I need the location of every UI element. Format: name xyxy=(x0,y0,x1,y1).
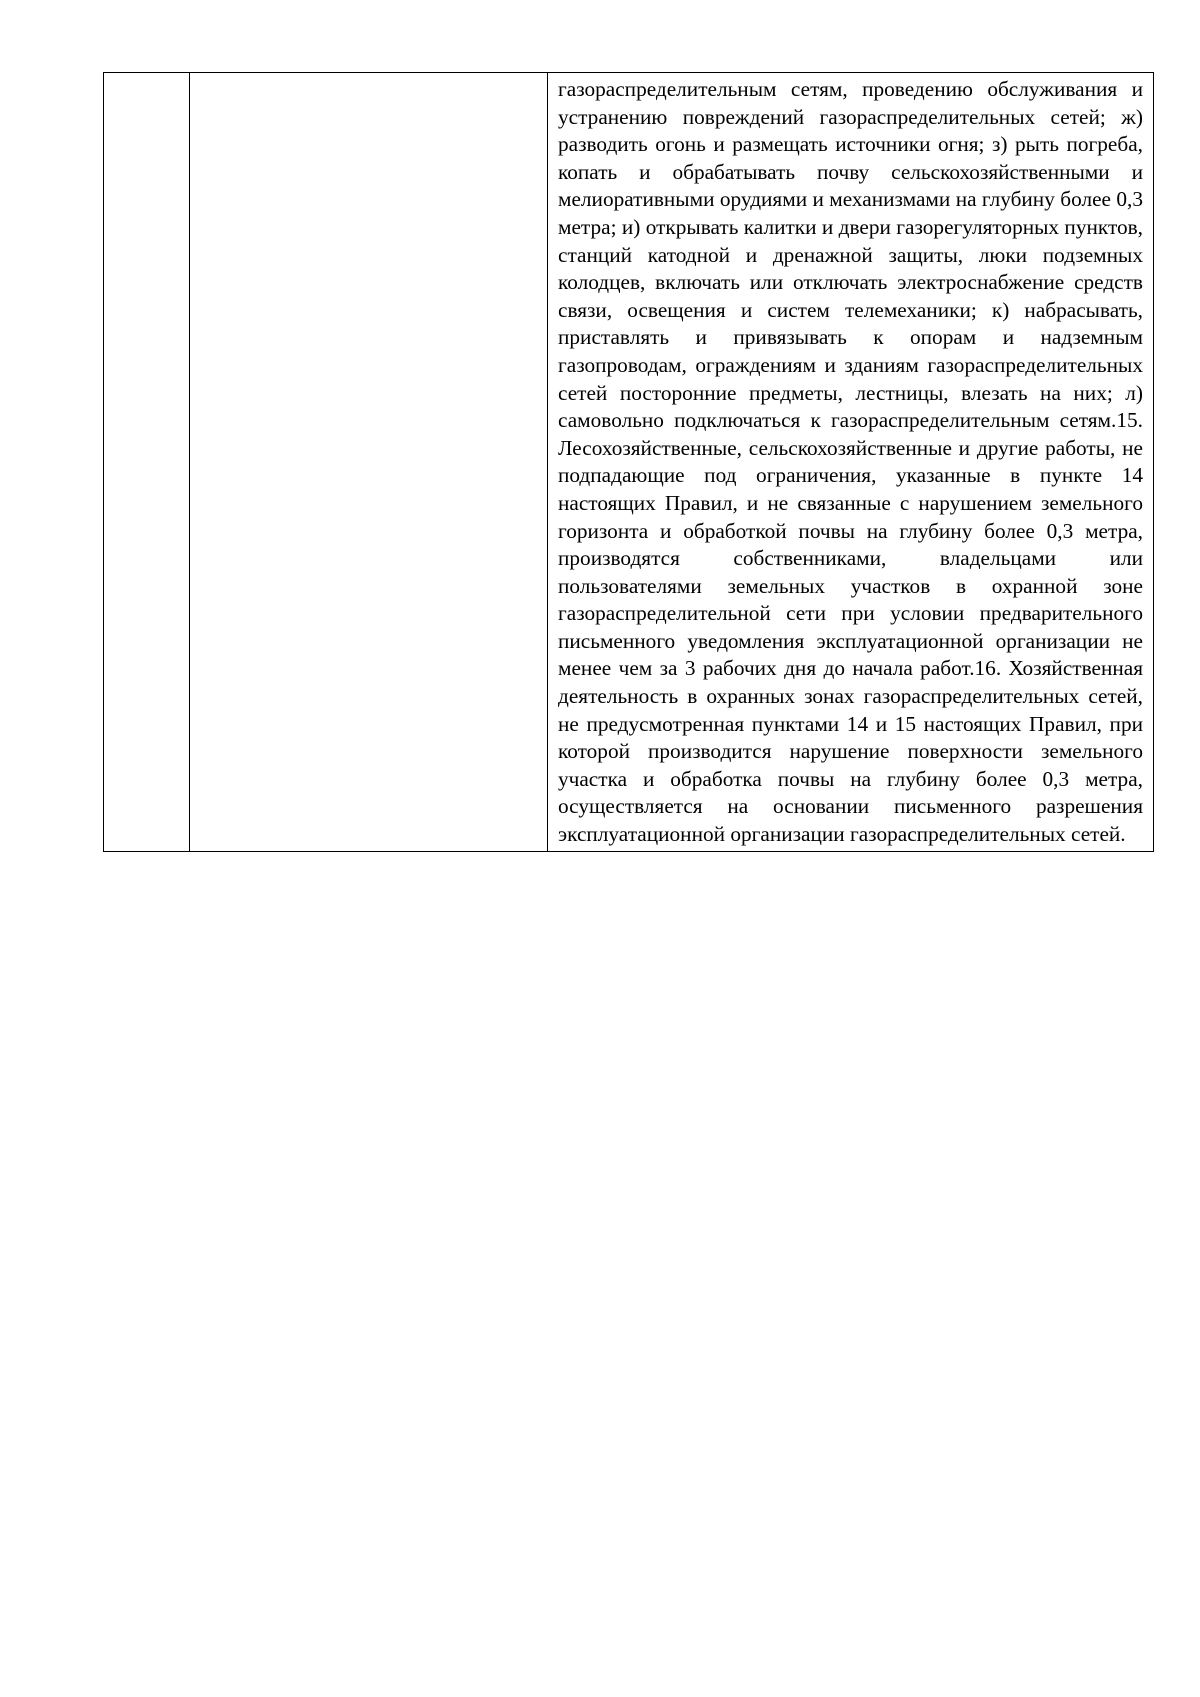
document-table xyxy=(103,72,1154,852)
cell-text xyxy=(548,73,1154,852)
cell-body-text: газораспределительным сетям, проведению обслуживания и устранению повреждений газораспределительных сетей; ж) разводить огонь и размещать источники огня; з) рыть погреба, копать и обрабатывать почву сельскохозяйственными и мелиоративными орудиями и механизмами на глубину более 0,3 метра; и) открывать калитки и двери газорегуляторных пунктов, станций катодной и дренажной защиты, люки подземных колодцев, включать или отключать электроснабжение средств связи, освещения и систем телемеханики; к) набрасывать, приставлять и привязывать к опорам и надземным газопроводам, ограждениям и зданиям газораспределительных сетей посторонние предметы, лестницы, влезать на них; л) самовольно подключаться к газораспределительным сетям.15. Лесохозяйственные, сельскохозяйственные и другие работы, не подпадающие под ограничения, указанные в пункте 14 настоящих Правил, и не связанные с нарушением земельного горизонта и обработкой почвы на глубину более 0,3 метра, производятся собственниками, владельцами или пользователями земельных участков в охранной зоне газораспределительной сети при условии предварительного письменного уведомления эксплуатационной организации не менее чем за 3 рабочих дня до начала работ.16. Хозяйственная деятельность в охранных зонах газораспределительных сетей, не предусмотренная пунктами 14 и 15 настоящих Правил, при которой производится нарушение поверхности земельного участка и обработка почвы на глубину более 0,3 метра, осуществляется на основании письменного разрешения эксплуатационной организации газораспределительных сетей. xyxy=(558,77,1143,847)
table-row xyxy=(104,73,1154,852)
cell-name xyxy=(190,73,548,852)
cell-name-text xyxy=(190,73,547,78)
cell-number-text xyxy=(104,73,189,78)
cell-number xyxy=(104,73,190,852)
